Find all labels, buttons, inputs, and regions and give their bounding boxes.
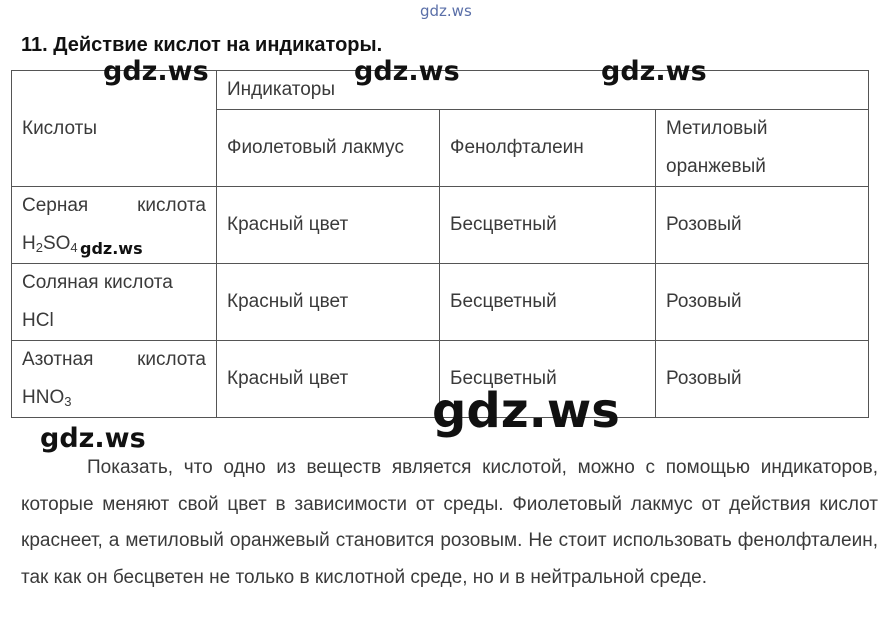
acid-name-word: Азотная bbox=[22, 349, 94, 370]
acid-name-word: кислота bbox=[137, 349, 206, 370]
phenolphthalein-value: Бесцветный bbox=[440, 264, 656, 341]
indicator-header-phenolphthalein: Фенолфталеин bbox=[450, 137, 584, 158]
litmus-value: Красный цвет bbox=[217, 264, 440, 341]
indicator-header-cell bbox=[217, 110, 440, 187]
phenolphthalein-value: Бесцветный bbox=[440, 341, 656, 418]
acids-header-cell bbox=[12, 71, 217, 187]
indicator-header-methyl-orange: Метиловый оранжевый bbox=[666, 118, 768, 177]
watermark: gdz.ws bbox=[80, 239, 143, 258]
acid-name-word: Серная bbox=[22, 195, 89, 216]
acid-formula: HCl bbox=[22, 310, 54, 331]
table-row bbox=[12, 264, 869, 341]
watermark: gdz.ws bbox=[354, 56, 460, 87]
formula-subscript: 4 bbox=[70, 240, 78, 255]
formula-subscript: 3 bbox=[64, 394, 72, 409]
indicator-header-cell bbox=[656, 110, 869, 187]
methyl-orange-value: Розовый bbox=[656, 264, 869, 341]
indicators-header-cell bbox=[217, 71, 869, 110]
watermark: gdz.ws bbox=[103, 56, 209, 87]
formula-part: H bbox=[22, 233, 36, 254]
acids-header: Кислоты bbox=[22, 117, 97, 139]
paragraph-text: Показать, что одно из веществ является кислотой, можно с помощью индикаторов, которые меняют свой цвет в зависимости от среды. Фиолетовый лакмус от действия кислот краснеет, а метиловый оранжевый становится розовым. Не стоит использовать фенолфталеин, так как он бесцветен не только в кислотной среде, но и в нейтральной среде. bbox=[21, 457, 878, 588]
watermark-top: gdz.ws bbox=[420, 2, 472, 20]
methyl-orange-value: Розовый bbox=[656, 341, 869, 418]
explanation-paragraph bbox=[21, 450, 878, 596]
acid-formula bbox=[22, 379, 206, 417]
acid-name bbox=[22, 341, 206, 379]
watermark-large: gdz.ws bbox=[432, 383, 620, 439]
indicator-header-litmus: Фиолетовый лакмус bbox=[227, 137, 404, 158]
litmus-value: Красный цвет bbox=[217, 187, 440, 264]
acid-name-word: кислота bbox=[137, 195, 206, 216]
formula-subscript: 2 bbox=[35, 240, 43, 255]
acid-name bbox=[22, 187, 206, 225]
section-title: 11. Действие кислот на индикаторы. bbox=[21, 34, 383, 56]
watermark: gdz.ws bbox=[601, 56, 707, 87]
acid-name: Соляная кислота bbox=[22, 272, 173, 293]
litmus-value: Красный цвет bbox=[217, 341, 440, 418]
formula-part: HNO bbox=[22, 387, 65, 408]
indicator-header-cell bbox=[440, 110, 656, 187]
methyl-orange-value: Розовый bbox=[656, 187, 869, 264]
formula-part: SO bbox=[42, 233, 71, 254]
phenolphthalein-value: Бесцветный bbox=[440, 187, 656, 264]
watermark: gdz.ws bbox=[40, 423, 146, 454]
acid-name-cell bbox=[12, 264, 217, 341]
indicators-header: Индикаторы bbox=[227, 79, 336, 100]
acid-name-cell bbox=[12, 341, 217, 418]
